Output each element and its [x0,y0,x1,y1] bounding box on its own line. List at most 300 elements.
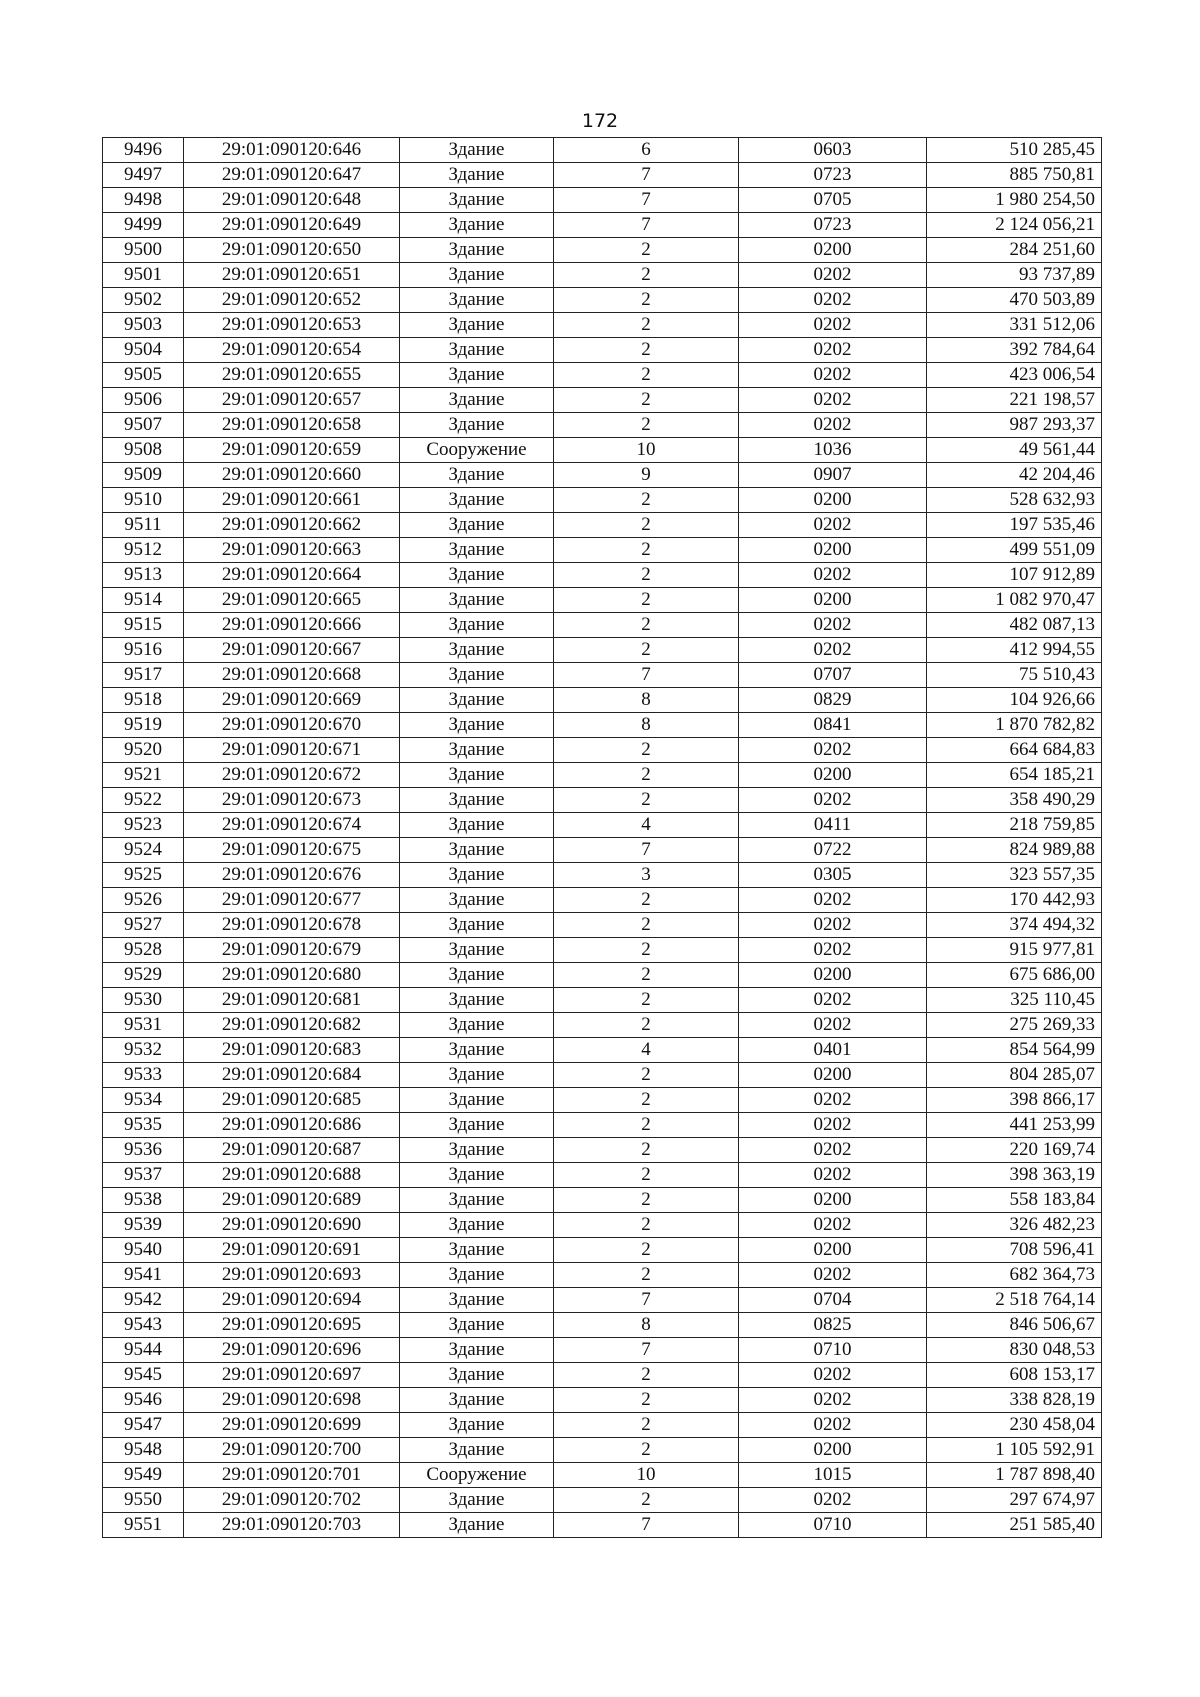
subgroup-code: 0202 [739,738,927,763]
table-row [103,1463,1102,1488]
table-row [103,363,1102,388]
cadastral-value: 1 870 782,82 [927,713,1102,738]
object-type: Здание [400,338,554,363]
row-number: 9536 [103,1138,184,1163]
row-number: 9502 [103,288,184,313]
object-type: Здание [400,838,554,863]
cadastral-value: 374 494,32 [927,913,1102,938]
subgroup-code: 0202 [739,1088,927,1113]
object-type: Здание [400,1113,554,1138]
subgroup-code: 0202 [739,913,927,938]
group-number: 10 [554,438,739,463]
table-row [103,1063,1102,1088]
group-number: 7 [554,663,739,688]
table-row [103,963,1102,988]
row-number: 9516 [103,638,184,663]
row-number: 9537 [103,1163,184,1188]
object-type: Здание [400,463,554,488]
object-type: Здание [400,138,554,163]
cadastral-number: 29:01:090120:647 [184,163,400,188]
subgroup-code: 0202 [739,1113,927,1138]
cadastral-value: 830 048,53 [927,1338,1102,1363]
cadastral-value-table [102,137,1102,1538]
group-number: 2 [554,1013,739,1038]
object-type: Здание [400,888,554,913]
table-row [103,1363,1102,1388]
object-type: Здание [400,738,554,763]
row-number: 9540 [103,1238,184,1263]
cadastral-number: 29:01:090120:681 [184,988,400,1013]
cadastral-value: 558 183,84 [927,1188,1102,1213]
row-number: 9504 [103,338,184,363]
cadastral-number: 29:01:090120:663 [184,538,400,563]
cadastral-number: 29:01:090120:646 [184,138,400,163]
cadastral-value: 885 750,81 [927,163,1102,188]
subgroup-code: 0202 [739,788,927,813]
subgroup-code: 0723 [739,213,927,238]
cadastral-value: 804 285,07 [927,1063,1102,1088]
cadastral-number: 29:01:090120:658 [184,413,400,438]
group-number: 2 [554,1138,739,1163]
row-number: 9532 [103,1038,184,1063]
object-type: Здание [400,1088,554,1113]
group-number: 2 [554,738,739,763]
row-number: 9518 [103,688,184,713]
row-number: 9522 [103,788,184,813]
group-number: 2 [554,513,739,538]
cadastral-value: 412 994,55 [927,638,1102,663]
table-row [103,138,1102,163]
table-row [103,913,1102,938]
row-number: 9545 [103,1363,184,1388]
object-type: Здание [400,713,554,738]
cadastral-value: 654 185,21 [927,763,1102,788]
subgroup-code: 0202 [739,563,927,588]
cadastral-value: 326 482,23 [927,1213,1102,1238]
cadastral-value: 230 458,04 [927,1413,1102,1438]
object-type: Здание [400,1488,554,1513]
row-number: 9526 [103,888,184,913]
table-row [103,1113,1102,1138]
subgroup-code: 0202 [739,1013,927,1038]
group-number: 2 [554,1213,739,1238]
object-type: Здание [400,763,554,788]
cadastral-number: 29:01:090120:701 [184,1463,400,1488]
cadastral-value: 708 596,41 [927,1238,1102,1263]
row-number: 9539 [103,1213,184,1238]
cadastral-value: 331 512,06 [927,313,1102,338]
subgroup-code: 0305 [739,863,927,888]
cadastral-number: 29:01:090120:652 [184,288,400,313]
row-number: 9550 [103,1488,184,1513]
table-row [103,413,1102,438]
cadastral-value: 608 153,17 [927,1363,1102,1388]
object-type: Здание [400,213,554,238]
group-number: 2 [554,1238,739,1263]
cadastral-value: 218 759,85 [927,813,1102,838]
object-type: Здание [400,1138,554,1163]
subgroup-code: 0200 [739,1188,927,1213]
cadastral-number: 29:01:090120:679 [184,938,400,963]
subgroup-code: 0907 [739,463,927,488]
row-number: 9509 [103,463,184,488]
subgroup-code: 0202 [739,1163,927,1188]
group-number: 3 [554,863,739,888]
subgroup-code: 0704 [739,1288,927,1313]
subgroup-code: 0723 [739,163,927,188]
table-row [103,1488,1102,1513]
object-type: Здание [400,1413,554,1438]
group-number: 2 [554,1063,739,1088]
subgroup-code: 0825 [739,1313,927,1338]
row-number: 9497 [103,163,184,188]
row-number: 9544 [103,1338,184,1363]
cadastral-value: 220 169,74 [927,1138,1102,1163]
cadastral-value: 664 684,83 [927,738,1102,763]
object-type: Здание [400,538,554,563]
group-number: 2 [554,1363,739,1388]
subgroup-code: 0603 [739,138,927,163]
group-number: 2 [554,1438,739,1463]
table-row [103,938,1102,963]
page-number: 172 [581,110,619,132]
row-number: 9547 [103,1413,184,1438]
table-row [103,213,1102,238]
group-number: 2 [554,363,739,388]
cadastral-number: 29:01:090120:673 [184,788,400,813]
group-number: 2 [554,1188,739,1213]
cadastral-number: 29:01:090120:691 [184,1238,400,1263]
cadastral-number: 29:01:090120:648 [184,188,400,213]
object-type: Здание [400,238,554,263]
row-number: 9508 [103,438,184,463]
row-number: 9521 [103,763,184,788]
row-number: 9523 [103,813,184,838]
subgroup-code: 0202 [739,288,927,313]
row-number: 9551 [103,1513,184,1538]
object-type: Здание [400,563,554,588]
cadastral-number: 29:01:090120:690 [184,1213,400,1238]
subgroup-code: 0200 [739,538,927,563]
group-number: 7 [554,163,739,188]
cadastral-value: 323 557,35 [927,863,1102,888]
subgroup-code: 0829 [739,688,927,713]
row-number: 9500 [103,238,184,263]
row-number: 9506 [103,388,184,413]
table-row [103,1088,1102,1113]
cadastral-number: 29:01:090120:700 [184,1438,400,1463]
object-type: Здание [400,1388,554,1413]
cadastral-number: 29:01:090120:662 [184,513,400,538]
object-type: Здание [400,313,554,338]
cadastral-value: 915 977,81 [927,938,1102,963]
table-row [103,538,1102,563]
table-row [103,1238,1102,1263]
cadastral-value: 1 980 254,50 [927,188,1102,213]
object-type: Здание [400,1013,554,1038]
cadastral-number: 29:01:090120:669 [184,688,400,713]
table-row [103,1513,1102,1538]
group-number: 4 [554,813,739,838]
subgroup-code: 0202 [739,638,927,663]
cadastral-number: 29:01:090120:693 [184,1263,400,1288]
cadastral-value: 275 269,33 [927,1013,1102,1038]
subgroup-code: 0841 [739,713,927,738]
row-number: 9507 [103,413,184,438]
group-number: 2 [554,1388,739,1413]
subgroup-code: 0722 [739,838,927,863]
cadastral-number: 29:01:090120:697 [184,1363,400,1388]
group-number: 7 [554,838,739,863]
object-type: Здание [400,1213,554,1238]
table-body [103,138,1102,1538]
object-type: Здание [400,638,554,663]
cadastral-value: 398 866,17 [927,1088,1102,1113]
object-type: Здание [400,588,554,613]
cadastral-number: 29:01:090120:661 [184,488,400,513]
cadastral-value: 392 784,64 [927,338,1102,363]
table-row [103,688,1102,713]
cadastral-value: 499 551,09 [927,538,1102,563]
cadastral-value: 470 503,89 [927,288,1102,313]
subgroup-code: 0200 [739,588,927,613]
cadastral-number: 29:01:090120:659 [184,438,400,463]
table-row [103,163,1102,188]
cadastral-number: 29:01:090120:655 [184,363,400,388]
group-number: 4 [554,1038,739,1063]
row-number: 9549 [103,1463,184,1488]
cadastral-number: 29:01:090120:665 [184,588,400,613]
group-number: 2 [554,938,739,963]
group-number: 2 [554,613,739,638]
row-number: 9535 [103,1113,184,1138]
cadastral-value: 854 564,99 [927,1038,1102,1063]
group-number: 7 [554,1288,739,1313]
group-number: 6 [554,138,739,163]
row-number: 9503 [103,313,184,338]
cadastral-number: 29:01:090120:649 [184,213,400,238]
cadastral-number: 29:01:090120:677 [184,888,400,913]
cadastral-number: 29:01:090120:651 [184,263,400,288]
cadastral-value: 528 632,93 [927,488,1102,513]
row-number: 9513 [103,563,184,588]
table-row [103,888,1102,913]
row-number: 9496 [103,138,184,163]
table-row [103,988,1102,1013]
subgroup-code: 0202 [739,388,927,413]
cadastral-value: 824 989,88 [927,838,1102,863]
row-number: 9514 [103,588,184,613]
group-number: 10 [554,1463,739,1488]
table-row [103,1013,1102,1038]
group-number: 2 [554,413,739,438]
cadastral-value: 987 293,37 [927,413,1102,438]
object-type: Здание [400,1263,554,1288]
subgroup-code: 0202 [739,413,927,438]
cadastral-number: 29:01:090120:667 [184,638,400,663]
table-row [103,1213,1102,1238]
cadastral-number: 29:01:090120:682 [184,1013,400,1038]
cadastral-value: 675 686,00 [927,963,1102,988]
cadastral-number: 29:01:090120:696 [184,1338,400,1363]
group-number: 2 [554,238,739,263]
row-number: 9498 [103,188,184,213]
cadastral-value: 846 506,67 [927,1313,1102,1338]
subgroup-code: 0202 [739,338,927,363]
subgroup-code: 0200 [739,488,927,513]
row-number: 9541 [103,1263,184,1288]
table-row [103,1163,1102,1188]
table-row [103,1138,1102,1163]
cadastral-number: 29:01:090120:671 [184,738,400,763]
cadastral-number: 29:01:090120:694 [184,1288,400,1313]
cadastral-number: 29:01:090120:695 [184,1313,400,1338]
table-row [103,1288,1102,1313]
row-number: 9520 [103,738,184,763]
subgroup-code: 0707 [739,663,927,688]
subgroup-code: 0202 [739,513,927,538]
table-row [103,838,1102,863]
cadastral-value: 2 518 764,14 [927,1288,1102,1313]
object-type: Здание [400,263,554,288]
cadastral-value: 93 737,89 [927,263,1102,288]
cadastral-value: 42 204,46 [927,463,1102,488]
cadastral-number: 29:01:090120:698 [184,1388,400,1413]
row-number: 9548 [103,1438,184,1463]
cadastral-number: 29:01:090120:654 [184,338,400,363]
object-type: Здание [400,1163,554,1188]
cadastral-number: 29:01:090120:689 [184,1188,400,1213]
group-number: 2 [554,1163,739,1188]
object-type: Здание [400,413,554,438]
object-type: Сооружение [400,438,554,463]
cadastral-value: 1 082 970,47 [927,588,1102,613]
table-row [103,1438,1102,1463]
object-type: Здание [400,188,554,213]
group-number: 2 [554,888,739,913]
row-number: 9530 [103,988,184,1013]
table-row [103,1313,1102,1338]
cadastral-value: 104 926,66 [927,688,1102,713]
cadastral-value: 441 253,99 [927,1113,1102,1138]
row-number: 9501 [103,263,184,288]
object-type: Здание [400,1038,554,1063]
cadastral-value: 510 285,45 [927,138,1102,163]
table-row [103,1388,1102,1413]
row-number: 9528 [103,938,184,963]
cadastral-value: 325 110,45 [927,988,1102,1013]
table-row [103,1038,1102,1063]
table-row [103,313,1102,338]
subgroup-code: 0202 [739,1488,927,1513]
object-type: Здание [400,663,554,688]
subgroup-code: 1036 [739,438,927,463]
cadastral-number: 29:01:090120:657 [184,388,400,413]
table-row [103,638,1102,663]
cadastral-number: 29:01:090120:664 [184,563,400,588]
subgroup-code: 0202 [739,1363,927,1388]
table-row [103,813,1102,838]
row-number: 9542 [103,1288,184,1313]
group-number: 2 [554,1413,739,1438]
row-number: 9519 [103,713,184,738]
object-type: Здание [400,813,554,838]
group-number: 2 [554,638,739,663]
subgroup-code: 1015 [739,1463,927,1488]
object-type: Здание [400,288,554,313]
subgroup-code: 0202 [739,938,927,963]
subgroup-code: 0202 [739,613,927,638]
object-type: Здание [400,1063,554,1088]
row-number: 9524 [103,838,184,863]
cadastral-number: 29:01:090120:676 [184,863,400,888]
group-number: 2 [554,588,739,613]
subgroup-code: 0202 [739,263,927,288]
group-number: 2 [554,1488,739,1513]
cadastral-value: 1 787 898,40 [927,1463,1102,1488]
row-number: 9511 [103,513,184,538]
table-row [103,738,1102,763]
subgroup-code: 0200 [739,1238,927,1263]
cadastral-value: 398 363,19 [927,1163,1102,1188]
group-number: 2 [554,1088,739,1113]
row-number: 9515 [103,613,184,638]
table-row [103,588,1102,613]
row-number: 9546 [103,1388,184,1413]
subgroup-code: 0200 [739,1438,927,1463]
cadastral-number: 29:01:090120:675 [184,838,400,863]
row-number: 9512 [103,538,184,563]
row-number: 9538 [103,1188,184,1213]
object-type: Здание [400,1338,554,1363]
table-row [103,1188,1102,1213]
cadastral-value: 297 674,97 [927,1488,1102,1513]
cadastral-number: 29:01:090120:672 [184,763,400,788]
group-number: 7 [554,188,739,213]
cadastral-value: 482 087,13 [927,613,1102,638]
subgroup-code: 0710 [739,1513,927,1538]
subgroup-code: 0202 [739,1213,927,1238]
subgroup-code: 0200 [739,238,927,263]
group-number: 2 [554,988,739,1013]
table-row [103,488,1102,513]
cadastral-number: 29:01:090120:684 [184,1063,400,1088]
subgroup-code: 0202 [739,1138,927,1163]
group-number: 8 [554,713,739,738]
table-row [103,238,1102,263]
group-number: 2 [554,488,739,513]
subgroup-code: 0710 [739,1338,927,1363]
object-type: Здание [400,938,554,963]
table-row [103,188,1102,213]
cadastral-number: 29:01:090120:650 [184,238,400,263]
object-type: Здание [400,863,554,888]
group-number: 2 [554,288,739,313]
row-number: 9527 [103,913,184,938]
cadastral-value: 221 198,57 [927,388,1102,413]
cadastral-value: 682 364,73 [927,1263,1102,1288]
cadastral-number: 29:01:090120:702 [184,1488,400,1513]
cadastral-number: 29:01:090120:678 [184,913,400,938]
table-row [103,563,1102,588]
subgroup-code: 0202 [739,363,927,388]
group-number: 7 [554,213,739,238]
cadastral-value: 423 006,54 [927,363,1102,388]
group-number: 2 [554,1113,739,1138]
group-number: 8 [554,688,739,713]
subgroup-code: 0200 [739,963,927,988]
table-row [103,713,1102,738]
